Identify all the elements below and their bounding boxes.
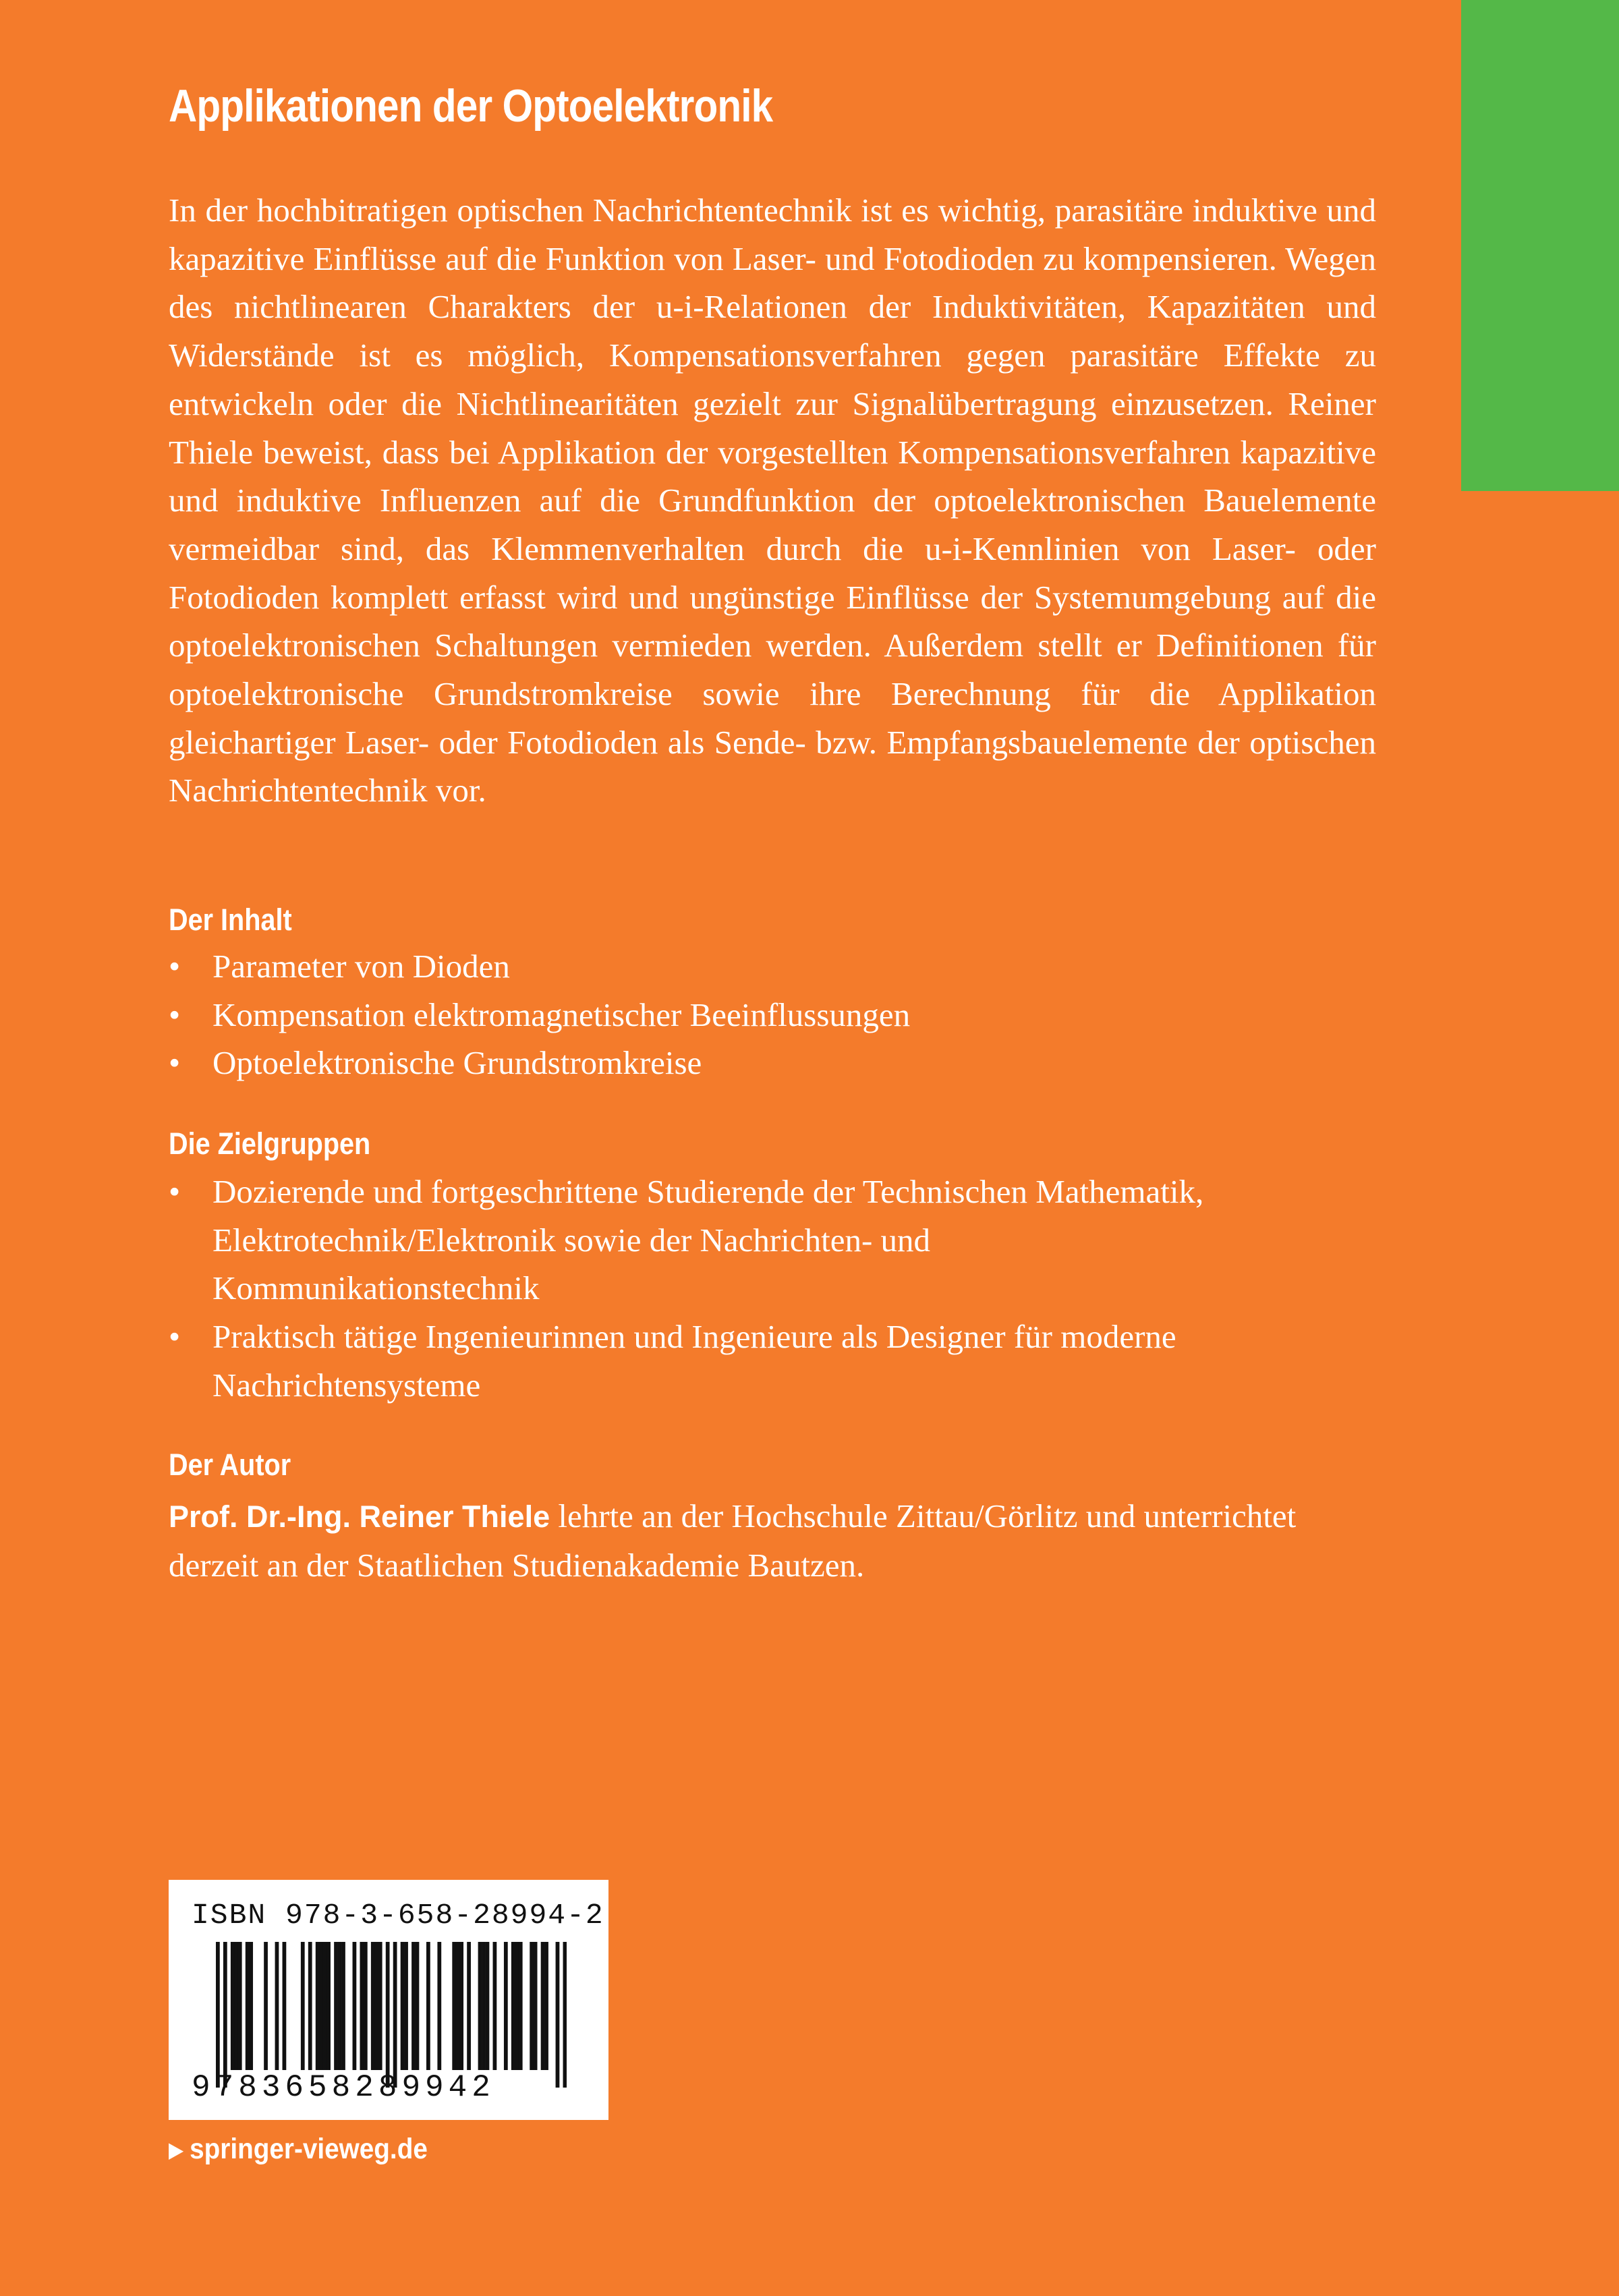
barcode-bar bbox=[238, 1942, 242, 2070]
zielgruppen-list bbox=[169, 1168, 1221, 1410]
barcode-bar bbox=[360, 1942, 364, 2070]
barcode-bar bbox=[519, 1942, 523, 2070]
isbn-label: ISBN 978-3-658-28994-2 bbox=[192, 1899, 604, 1932]
publisher-website[interactable] bbox=[169, 2133, 428, 2166]
play-arrow-icon: ▶ bbox=[169, 2137, 184, 2162]
book-title: Applikationen der Optoelektronik bbox=[169, 80, 773, 132]
inhalt-list bbox=[169, 942, 1376, 1087]
barcode-bar bbox=[404, 1942, 408, 2070]
author-bio-text: lehrte an der Hochschule Zittau/Görlitz und unterrichtet derzeit an der Staatlichen Studienakademie Bautzen. bbox=[169, 1497, 1297, 1584]
website-label: springer-vieweg.de bbox=[190, 2133, 428, 2165]
barcode-bar bbox=[411, 1942, 416, 2070]
barcode-bar bbox=[264, 1942, 268, 2070]
barcode-bar bbox=[308, 1942, 312, 2070]
barcode-bar bbox=[323, 1942, 327, 2070]
barcode-bar bbox=[283, 1942, 287, 2070]
barcode-bar bbox=[393, 1942, 397, 2088]
inhalt-heading: Der Inhalt bbox=[169, 902, 292, 937]
barcode-bar bbox=[249, 1942, 253, 2070]
barcode-bar bbox=[386, 1942, 390, 2088]
barcode-bar bbox=[364, 1942, 368, 2070]
barcode-bar bbox=[223, 1942, 227, 2088]
barcode-bar bbox=[515, 1942, 519, 2070]
list-item: • Parameter von Dioden bbox=[169, 942, 1376, 991]
barcode-bar bbox=[467, 1942, 471, 2070]
list-item: • Praktisch tätige Ingenieurinnen und Ingenieure als Designer für moderne Nachrichtensysteme bbox=[169, 1313, 1221, 1409]
barcode-bar bbox=[316, 1942, 320, 2070]
barcode-bar bbox=[231, 1942, 235, 2070]
author-bio bbox=[169, 1492, 1376, 1589]
barcode-bar bbox=[452, 1942, 456, 2070]
barcode-bar bbox=[341, 1942, 345, 2070]
green-accent-tab bbox=[1461, 0, 1619, 491]
barcode-bar bbox=[301, 1942, 305, 2070]
barcode-bar bbox=[478, 1942, 482, 2070]
barcode-bar bbox=[544, 1942, 548, 2070]
list-item: • Kompensation elektromagnetischer Beeinflussungen bbox=[169, 991, 1376, 1039]
list-item: • Optoelektronische Grundstromkreise bbox=[169, 1039, 1376, 1087]
bullet-icon: • bbox=[169, 948, 181, 985]
barcode-bar bbox=[371, 1942, 375, 2070]
bullet-icon: • bbox=[169, 1318, 181, 1356]
barcode-bars bbox=[216, 1942, 567, 2088]
description-paragraph: In der hochbitratigen optischen Nachrichtentechnik ist es wichtig, parasitäre induktive und kapazitive Einflüsse auf die Funktion von Laser- und Fotodioden zu kompensieren. Wegen des nichtlinearen Charakters der u-i-Relationen der Induktivitäten, Kapazitäten und Widerstände ist es möglich, Kompensationsverfahren gegen parasitäre Effekte zu entwickeln oder die Nichtlinearitäten gezielt zur Signalübertragung einzusetzen. Reiner Thiele beweist, dass bei Applikation der vorgestellten Kompensationsverfahren kapazitive und induktive Influenzen auf die Grundfunktion der optoelektronischen Bauelemente vermeidbar sind, das Klemmenverhalten durch die u-i-Kennlinien von Laser- oder Fotodioden komplett erfasst wird und ungünstige Einflüsse der Systemumgebung auf die optoelektronischen Schaltungen vermieden werden. Außerdem stellt er Definitionen für optoelektronische Grundstromkreise sowie ihre Berechnung für die Applikation gleichartiger Laser- oder Fotodioden als Sende- bzw. Empfangsbauelemente der optischen Nachrichtentechnik vor. bbox=[169, 192, 1376, 809]
bullet-icon: • bbox=[169, 1173, 181, 1210]
bullet-icon: • bbox=[169, 996, 181, 1033]
barcode-bar bbox=[334, 1942, 338, 2070]
barcode-bar bbox=[486, 1942, 490, 2070]
barcode-bar bbox=[246, 1942, 250, 2070]
isbn-barcode bbox=[169, 1880, 608, 2120]
autor-heading: Der Autor bbox=[169, 1447, 291, 1482]
barcode-bar bbox=[338, 1942, 342, 2070]
barcode-bar bbox=[426, 1942, 430, 2070]
barcode-bar bbox=[459, 1942, 463, 2070]
barcode-bar bbox=[326, 1942, 331, 2070]
barcode-bar bbox=[541, 1942, 545, 2070]
barcode-bar bbox=[374, 1942, 378, 2070]
barcode-bar bbox=[378, 1942, 382, 2070]
barcode-bar bbox=[493, 1942, 497, 2070]
barcode-bar bbox=[504, 1942, 508, 2070]
list-item: • Dozierende und fortgeschrittene Studierende der Technischen Mathematik, Elektrotechnik/Elektronik sowie der Nachrichten- und Kommunikationstechnik bbox=[169, 1168, 1221, 1313]
author-name: Prof. Dr.-Ing. Reiner Thiele bbox=[169, 1499, 550, 1534]
barcode-bar bbox=[530, 1942, 534, 2070]
barcode-bar bbox=[563, 1942, 567, 2088]
barcode-digits: 9783658289942 bbox=[192, 2070, 495, 2105]
barcode-bar bbox=[216, 1942, 220, 2088]
barcode-bar bbox=[456, 1942, 460, 2070]
barcode-bar bbox=[319, 1942, 323, 2070]
barcode-bar bbox=[234, 1942, 238, 2070]
barcode-bar bbox=[482, 1942, 486, 2070]
barcode-bar bbox=[275, 1942, 279, 2070]
barcode-bar bbox=[401, 1942, 405, 2070]
bullet-icon: • bbox=[169, 1044, 181, 1082]
barcode-bar bbox=[353, 1942, 357, 2070]
barcode-bar bbox=[534, 1942, 538, 2070]
barcode-bar bbox=[416, 1942, 420, 2070]
barcode-bar bbox=[511, 1942, 515, 2070]
zielgruppen-heading: Die Zielgruppen bbox=[169, 1126, 371, 1161]
barcode-bar bbox=[556, 1942, 560, 2088]
barcode-bar bbox=[437, 1942, 441, 2070]
